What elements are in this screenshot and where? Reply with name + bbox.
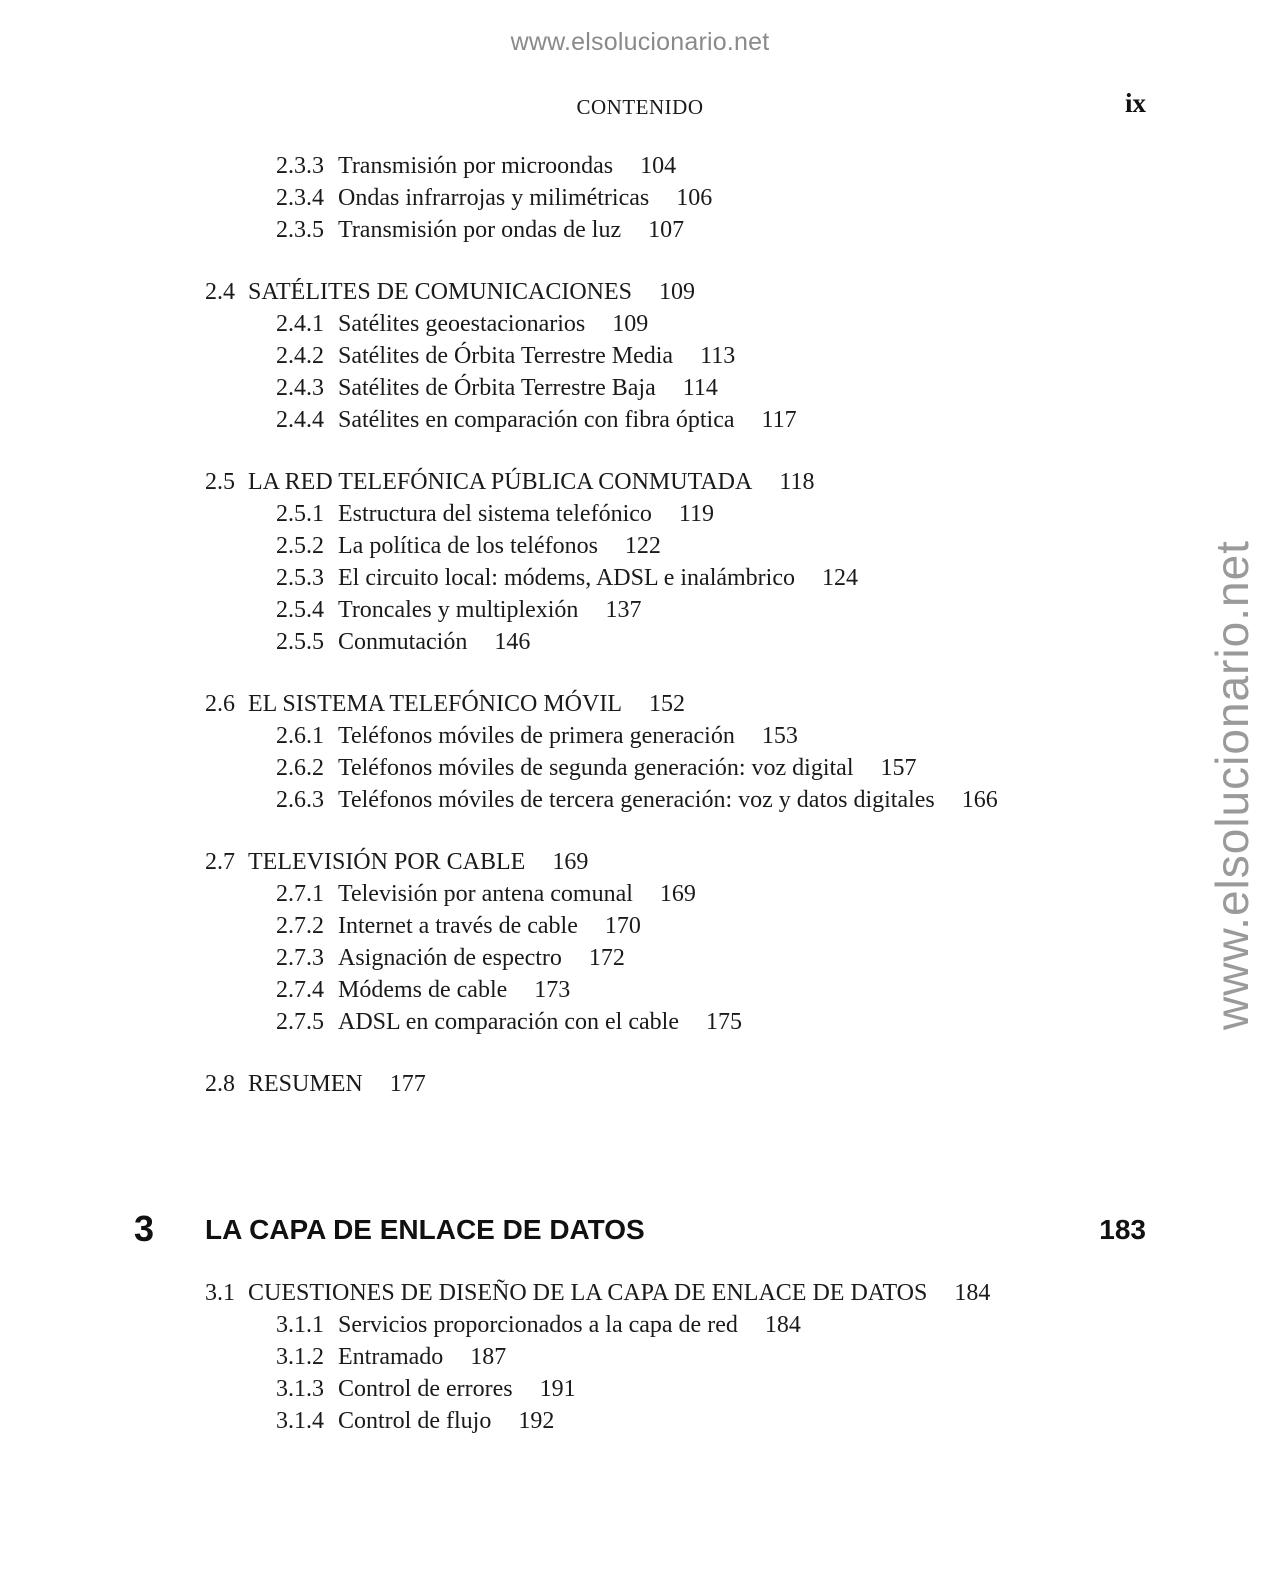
heading-page: 109 <box>659 279 695 305</box>
heading-page: 177 <box>389 1071 426 1097</box>
toc-chapter-2 <box>0 150 1280 1130</box>
chapter-number: 3 <box>134 1208 155 1249</box>
entry-title: Internet a través de cable <box>338 913 578 939</box>
entry-number: 3.1.4 <box>276 1408 324 1434</box>
entry-title: Control de flujo <box>338 1408 492 1434</box>
entry-title: Teléfonos móviles de segunda generación: voz digital <box>338 755 854 781</box>
entry-number: 2.7.3 <box>276 945 324 971</box>
entry-title: Satélites de Órbita Terrestre Media <box>338 343 674 369</box>
entry-number: 2.6.2 <box>276 755 324 781</box>
entry-page: 166 <box>961 787 998 813</box>
entry-page: 113 <box>700 343 736 369</box>
entry-number: 3.1.1 <box>276 1312 324 1338</box>
toc-section-2-5 <box>0 466 1280 658</box>
entry-number: 2.4.1 <box>276 311 324 337</box>
running-head: CONTENIDO <box>576 95 704 119</box>
entry-number: 3.1.2 <box>276 1344 324 1370</box>
toc-entry <box>0 404 1280 436</box>
entry-title: Conmutación <box>338 629 468 655</box>
entry-title: ADSL en comparación con el cable <box>338 1009 679 1035</box>
entry-title: Televisión por antena comunal <box>338 881 633 907</box>
heading-number: 2.8 <box>205 1071 235 1097</box>
toc-section-2-6 <box>0 688 1280 816</box>
toc-entry <box>0 720 1280 752</box>
entry-number: 2.6.3 <box>276 787 324 813</box>
heading-page: 184 <box>954 1280 991 1306</box>
entry-title: Módems de cable <box>338 977 508 1003</box>
heading-number: 2.4 <box>205 279 235 305</box>
chapter-heading <box>0 1208 1280 1252</box>
entry-number: 2.7.2 <box>276 913 324 939</box>
entry-title: Estructura del sistema telefónico <box>338 501 652 527</box>
entry-number: 2.4.4 <box>276 407 324 433</box>
heading-title: EL SISTEMA TELEFÓNICO MÓVIL <box>248 691 622 717</box>
toc-entry <box>0 182 1280 214</box>
toc-entry <box>0 562 1280 594</box>
entry-title: Troncales y multiplexión <box>338 597 579 623</box>
page-number: ix <box>1124 88 1146 118</box>
toc-entry <box>0 340 1280 372</box>
toc-entry <box>0 910 1280 942</box>
entry-page: 173 <box>534 977 571 1003</box>
entry-title: Transmisión por microondas <box>338 153 614 179</box>
entry-page: 172 <box>588 945 625 971</box>
entry-page: 153 <box>761 723 798 749</box>
toc-heading <box>0 1068 1280 1100</box>
heading-number: 3.1 <box>205 1280 235 1306</box>
entry-number: 2.3.4 <box>276 185 324 211</box>
toc-section-2-7 <box>0 846 1280 1038</box>
entry-title: Asignación de espectro <box>338 945 562 971</box>
toc-section-2-3 <box>0 150 1280 246</box>
chapter-page: 183 <box>1099 1214 1146 1245</box>
entry-title: Teléfonos móviles de primera generación <box>338 723 735 749</box>
entry-number: 2.5.2 <box>276 533 324 559</box>
entry-page: 107 <box>648 217 685 243</box>
entry-number: 2.6.1 <box>276 723 324 749</box>
heading-title: LA RED TELEFÓNICA PÚBLICA CONMUTADA <box>248 469 753 495</box>
entry-title: Satélites de Órbita Terrestre Baja <box>338 375 656 401</box>
heading-page: 169 <box>552 849 589 875</box>
toc-heading <box>0 688 1280 720</box>
heading-title: SATÉLITES DE COMUNICACIONES <box>248 279 632 305</box>
entry-number: 2.4.2 <box>276 343 324 369</box>
heading-title: RESUMEN <box>248 1071 363 1097</box>
entry-page: 169 <box>659 881 696 907</box>
heading-number: 2.6 <box>205 691 235 717</box>
toc-entry <box>0 1405 1280 1437</box>
entry-page: 114 <box>682 375 718 401</box>
toc-entry <box>0 530 1280 562</box>
watermark-side: www.elsolucionario.net <box>1206 540 1258 1030</box>
entry-page: 157 <box>880 755 917 781</box>
toc-entry <box>0 784 1280 816</box>
toc-entry <box>0 878 1280 910</box>
entry-title: Control de errores <box>338 1376 513 1402</box>
toc-entry <box>0 1341 1280 1373</box>
entry-page: 124 <box>822 565 858 591</box>
entry-page: 106 <box>676 185 713 211</box>
toc-heading <box>0 276 1280 308</box>
toc-entry <box>0 974 1280 1006</box>
entry-title: Teléfonos móviles de tercera generación: voz y datos digitales <box>338 787 935 813</box>
toc-entry <box>0 308 1280 340</box>
entry-number: 2.7.5 <box>276 1009 324 1035</box>
heading-page: 118 <box>779 469 815 495</box>
toc-entry <box>0 150 1280 182</box>
toc-section-3-1 <box>0 1277 1280 1437</box>
toc-section-2-8 <box>0 1068 1280 1100</box>
heading-title: TELEVISIÓN POR CABLE <box>248 849 526 875</box>
entry-number: 2.5.3 <box>276 565 324 591</box>
entry-title: Satélites geoestacionarios <box>338 311 586 337</box>
entry-number: 2.3.5 <box>276 217 324 243</box>
entry-title: Transmisión por ondas de luz <box>338 217 622 243</box>
entry-page: 170 <box>604 913 641 939</box>
entry-title: La política de los teléfonos <box>338 533 598 559</box>
entry-number: 2.7.4 <box>276 977 324 1003</box>
toc-entry <box>0 1309 1280 1341</box>
toc-entry <box>0 594 1280 626</box>
heading-number: 2.7 <box>205 849 235 875</box>
entry-title: Entramado <box>338 1344 444 1370</box>
toc-entry <box>0 372 1280 404</box>
entry-page: 187 <box>470 1344 507 1370</box>
entry-page: 192 <box>518 1408 555 1434</box>
toc-heading <box>0 846 1280 878</box>
entry-page: 109 <box>612 311 649 337</box>
entry-page: 122 <box>624 533 661 559</box>
entry-number: 2.5.1 <box>276 501 324 527</box>
entry-page: 191 <box>539 1376 576 1402</box>
toc-entry <box>0 942 1280 974</box>
entry-number: 2.3.3 <box>276 153 324 179</box>
entry-page: 117 <box>761 407 797 433</box>
toc-entry <box>0 752 1280 784</box>
entry-title: Servicios proporcionados a la capa de red <box>338 1312 738 1338</box>
heading-page: 152 <box>649 691 685 717</box>
heading-number: 2.5 <box>205 469 235 495</box>
heading-title: CUESTIONES DE DISEÑO DE LA CAPA DE ENLACE DE DATOS <box>248 1280 928 1306</box>
toc-heading <box>0 1277 1280 1309</box>
toc-chapter-3 <box>0 1277 1280 1467</box>
entry-number: 2.4.3 <box>276 375 324 401</box>
entry-page: 184 <box>764 1312 801 1338</box>
entry-number: 2.5.5 <box>276 629 324 655</box>
entry-title: Satélites en comparación con fibra óptica <box>338 407 735 433</box>
toc-entry <box>0 1006 1280 1038</box>
entry-page: 104 <box>640 153 677 179</box>
toc-section-2-4 <box>0 276 1280 436</box>
entry-page: 146 <box>494 629 531 655</box>
entry-title: Ondas infrarrojas y milimétricas <box>338 185 650 211</box>
entry-title: El circuito local: módems, ADSL e inalámbrico <box>338 565 795 591</box>
entry-number: 3.1.3 <box>276 1376 324 1402</box>
toc-entry <box>0 626 1280 658</box>
toc-heading <box>0 466 1280 498</box>
entry-page: 119 <box>678 501 714 527</box>
entry-page: 175 <box>705 1009 742 1035</box>
chapter-title: LA CAPA DE ENLACE DE DATOS <box>205 1214 645 1245</box>
toc-entry <box>0 498 1280 530</box>
watermark-top: www.elsolucionario.net <box>510 28 770 56</box>
entry-page: 137 <box>605 597 642 623</box>
toc-entry <box>0 214 1280 246</box>
entry-number: 2.7.1 <box>276 881 324 907</box>
entry-number: 2.5.4 <box>276 597 324 623</box>
toc-entry <box>0 1373 1280 1405</box>
